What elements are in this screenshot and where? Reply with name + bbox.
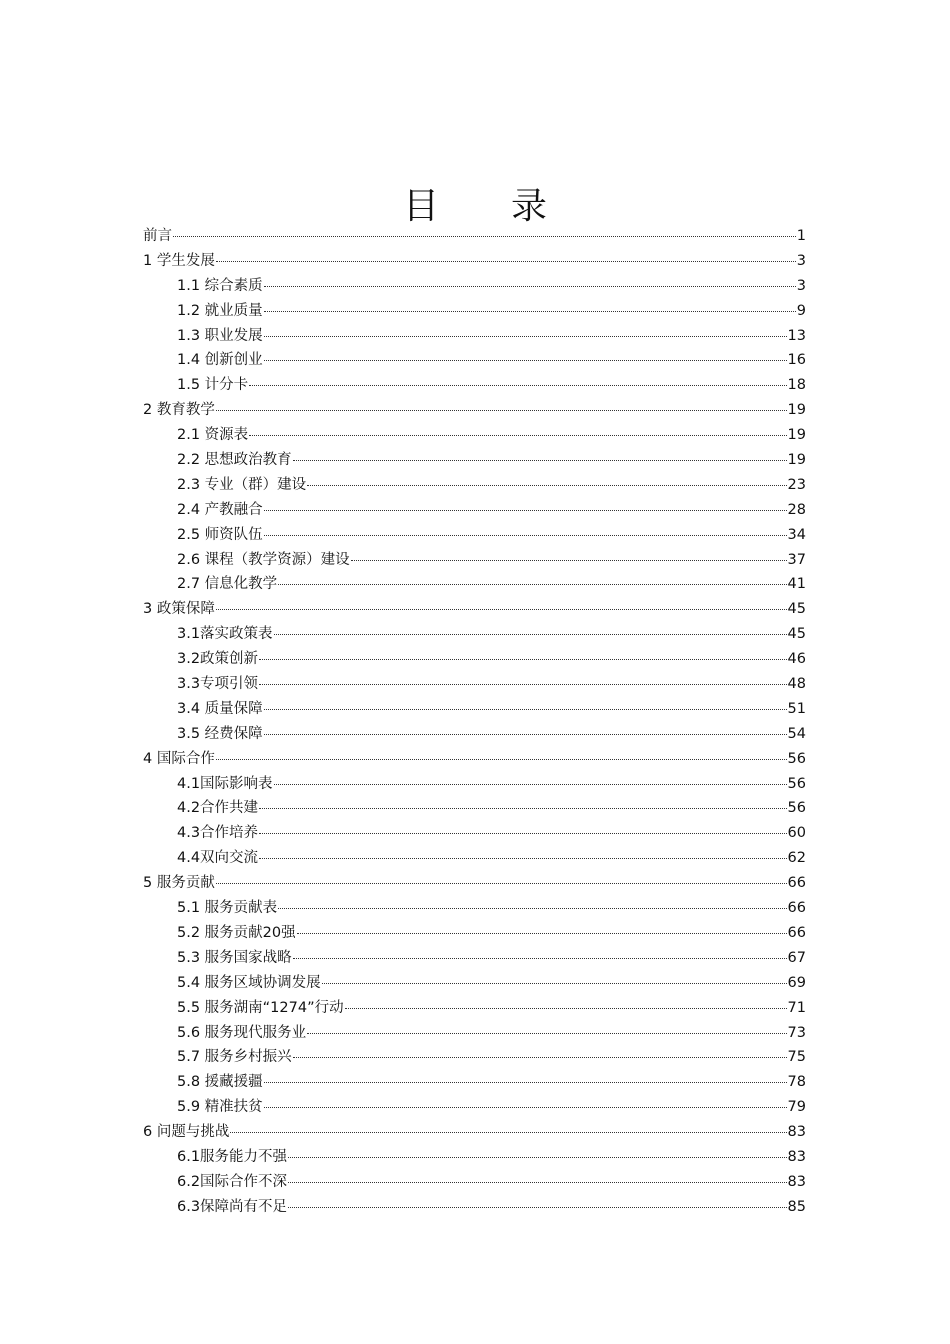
dot-leader	[216, 261, 796, 262]
toc-entry[interactable]	[143, 249, 806, 274]
toc-entry-page-number: 41	[787, 576, 806, 593]
toc-entry-page-number: 78	[787, 1074, 806, 1091]
toc-entry-page-number: 3	[796, 277, 806, 294]
toc-entry[interactable]	[143, 971, 806, 996]
toc-entry-label: 1.4 创新创业	[177, 352, 263, 369]
dot-leader	[259, 833, 786, 834]
toc-entry[interactable]	[143, 448, 806, 473]
toc-entry-label: 4.1国际影响表	[177, 775, 273, 792]
dot-leader	[307, 1033, 786, 1034]
dot-leader	[216, 609, 787, 610]
toc-entry-page-number: 66	[787, 900, 806, 917]
dot-leader	[288, 1182, 786, 1183]
dot-leader	[278, 908, 786, 909]
toc-entry-page-number: 67	[787, 949, 806, 966]
toc-entry-label: 1 学生发展	[143, 252, 215, 269]
toc-entry[interactable]	[143, 1195, 806, 1220]
toc-entry-label: 5.8 援藏援疆	[177, 1074, 263, 1091]
toc-entry[interactable]	[143, 796, 806, 821]
toc-entry[interactable]	[143, 274, 806, 299]
toc-entry-page-number: 83	[787, 1148, 806, 1165]
dot-leader	[288, 1207, 786, 1208]
toc-entry-page-number: 34	[787, 526, 806, 543]
dot-leader	[259, 808, 786, 809]
toc-entry-label: 6.3保障尚有不足	[177, 1198, 288, 1215]
toc-entry[interactable]	[143, 871, 806, 896]
toc-entry-page-number: 37	[787, 551, 806, 568]
toc-entry-label: 5.7 服务乡村振兴	[177, 1049, 292, 1066]
toc-entry[interactable]	[143, 1145, 806, 1170]
toc-entry-label: 2.4 产教融合	[177, 501, 263, 518]
toc-entry-page-number: 85	[787, 1198, 806, 1215]
dot-leader	[216, 759, 787, 760]
toc-entry-label: 4.2合作共建	[177, 800, 259, 817]
toc-entry-page-number: 3	[796, 252, 806, 269]
toc-entry-page-number: 48	[787, 676, 806, 693]
toc-entry-page-number: 56	[787, 775, 806, 792]
toc-entry-page-number: 19	[787, 452, 806, 469]
toc-entry-label: 3.1落实政策表	[177, 626, 273, 643]
toc-entry-page-number: 23	[787, 476, 806, 493]
toc-entry[interactable]	[143, 597, 806, 622]
toc-entry-label: 5.3 服务国家战略	[177, 949, 292, 966]
dot-leader	[264, 311, 796, 312]
title-char-2: 录	[511, 186, 548, 228]
toc-entry-page-number: 46	[787, 651, 806, 668]
dot-leader	[293, 460, 787, 461]
dot-leader	[264, 1082, 787, 1083]
dot-leader	[274, 784, 787, 785]
page-title	[0, 178, 950, 229]
toc-entry[interactable]	[143, 423, 806, 448]
toc-entry[interactable]	[143, 548, 806, 573]
toc-entry-page-number: 75	[787, 1049, 806, 1066]
dot-leader	[307, 485, 786, 486]
dot-leader	[249, 435, 786, 436]
toc-entry-label: 1.5 计分卡	[177, 377, 249, 394]
toc-entry-label: 2.7 信息化教学	[177, 576, 278, 593]
toc-entry[interactable]	[143, 1120, 806, 1145]
dot-leader	[293, 1057, 787, 1058]
toc-entry-page-number: 18	[787, 377, 806, 394]
toc-entry[interactable]	[143, 373, 806, 398]
toc-entry[interactable]	[143, 896, 806, 921]
toc-entry-label: 5.4 服务区域协调发展	[177, 974, 321, 991]
toc-entry[interactable]	[143, 672, 806, 697]
dot-leader	[249, 385, 786, 386]
dot-leader	[264, 709, 787, 710]
toc-entry[interactable]	[143, 946, 806, 971]
dot-leader	[264, 535, 787, 536]
toc-entry[interactable]	[143, 821, 806, 846]
toc-entry[interactable]	[143, 1045, 806, 1070]
toc-entry[interactable]	[143, 398, 806, 423]
toc-entry-page-number: 51	[787, 700, 806, 717]
toc-entry[interactable]	[143, 572, 806, 597]
toc-entry-page-number: 79	[787, 1099, 806, 1116]
toc-entry[interactable]	[143, 523, 806, 548]
dot-leader	[264, 734, 787, 735]
dot-leader	[264, 286, 796, 287]
toc-entry-label: 3.3专项引领	[177, 676, 259, 693]
toc-entry[interactable]	[143, 846, 806, 871]
toc-entry-label: 5 服务贡献	[143, 875, 215, 892]
toc-entry-label: 6 问题与挑战	[143, 1124, 230, 1141]
toc-entry-label: 2.6 课程（教学资源）建设	[177, 551, 350, 568]
dot-leader	[264, 336, 787, 337]
toc-entry-page-number: 73	[787, 1024, 806, 1041]
toc-entry-label: 1.2 就业质量	[177, 302, 263, 319]
toc-entry[interactable]	[143, 722, 806, 747]
dot-leader	[297, 933, 787, 934]
dot-leader	[259, 858, 786, 859]
toc-entry-page-number: 9	[796, 302, 806, 319]
toc-entry-page-number: 13	[787, 327, 806, 344]
toc-entry[interactable]	[143, 996, 806, 1021]
toc-entry-label: 2.5 师资队伍	[177, 526, 263, 543]
dot-leader	[173, 236, 796, 237]
toc-entry-label: 5.2 服务贡献20强	[177, 924, 296, 941]
toc-entry-page-number: 83	[787, 1173, 806, 1190]
toc-entry-page-number: 19	[787, 427, 806, 444]
toc-entry-page-number: 19	[787, 402, 806, 419]
toc-entry-label: 3.5 经费保障	[177, 725, 263, 742]
toc-entry[interactable]	[143, 747, 806, 772]
toc-entry-page-number: 45	[787, 626, 806, 643]
dot-leader	[216, 410, 787, 411]
toc-entry-page-number: 69	[787, 974, 806, 991]
toc-entry-label: 4.4双向交流	[177, 850, 259, 867]
toc-entry-page-number: 56	[787, 800, 806, 817]
dot-leader	[345, 1008, 787, 1009]
toc-entry-page-number: 71	[787, 999, 806, 1016]
toc-entry-label: 1.3 职业发展	[177, 327, 263, 344]
toc-entry-page-number: 66	[787, 875, 806, 892]
toc-entry-label: 2 教育教学	[143, 402, 215, 419]
table-of-contents	[143, 224, 806, 1220]
dot-leader	[278, 584, 786, 585]
dot-leader	[259, 659, 786, 660]
toc-entry[interactable]	[143, 1095, 806, 1120]
dot-leader	[230, 1132, 786, 1133]
toc-entry-label: 1.1 综合素质	[177, 277, 263, 294]
toc-entry-page-number: 60	[787, 825, 806, 842]
toc-entry[interactable]	[143, 324, 806, 349]
toc-entry-label: 6.1服务能力不强	[177, 1148, 288, 1165]
toc-entry-label: 5.9 精准扶贫	[177, 1099, 263, 1116]
dot-leader	[351, 560, 787, 561]
toc-entry[interactable]	[143, 622, 806, 647]
dot-leader	[293, 958, 787, 959]
toc-entry-label: 3.2政策创新	[177, 651, 259, 668]
toc-entry-label: 5.6 服务现代服务业	[177, 1024, 307, 1041]
toc-entry-page-number: 45	[787, 601, 806, 618]
toc-entry-label: 2.3 专业（群）建设	[177, 476, 307, 493]
toc-entry-label: 2.2 思想政治教育	[177, 452, 292, 469]
toc-entry-page-number: 16	[787, 352, 806, 369]
toc-entry[interactable]	[143, 1170, 806, 1195]
toc-entry-page-number: 54	[787, 725, 806, 742]
toc-entry-page-number: 1	[796, 228, 806, 244]
toc-entry[interactable]	[143, 1070, 806, 1095]
toc-entry[interactable]	[143, 299, 806, 324]
toc-entry-page-number: 28	[787, 501, 806, 518]
toc-entry-label: 3.4 质量保障	[177, 700, 263, 717]
toc-entry-page-number: 66	[787, 924, 806, 941]
dot-leader	[264, 510, 787, 511]
toc-entry[interactable]	[143, 647, 806, 672]
dot-leader	[264, 360, 787, 361]
dot-leader	[274, 634, 787, 635]
toc-entry-label: 5.1 服务贡献表	[177, 900, 278, 917]
toc-entry[interactable]	[143, 921, 806, 946]
toc-entry-label: 5.5 服务湖南“1274”行动	[177, 999, 344, 1016]
toc-entry-page-number: 83	[787, 1124, 806, 1141]
toc-entry-page-number: 62	[787, 850, 806, 867]
toc-entry[interactable]	[143, 697, 806, 722]
dot-leader	[216, 883, 787, 884]
dot-leader	[322, 983, 787, 984]
toc-entry-label: 3 政策保障	[143, 601, 215, 618]
toc-entry-label: 前言	[143, 228, 172, 244]
toc-entry[interactable]	[143, 224, 806, 249]
toc-entry-page-number: 56	[787, 750, 806, 767]
toc-entry[interactable]	[143, 1021, 806, 1046]
title-char-1: 目	[402, 186, 439, 228]
toc-entry-label: 6.2国际合作不深	[177, 1173, 288, 1190]
dot-leader	[264, 1107, 787, 1108]
toc-entry-label: 2.1 资源表	[177, 427, 249, 444]
dot-leader	[259, 684, 786, 685]
toc-entry[interactable]	[143, 498, 806, 523]
dot-leader	[288, 1157, 786, 1158]
toc-entry-label: 4.3合作培养	[177, 825, 259, 842]
toc-entry[interactable]	[143, 772, 806, 797]
toc-entry-label: 4 国际合作	[143, 750, 215, 767]
toc-entry[interactable]	[143, 348, 806, 373]
toc-entry[interactable]	[143, 473, 806, 498]
